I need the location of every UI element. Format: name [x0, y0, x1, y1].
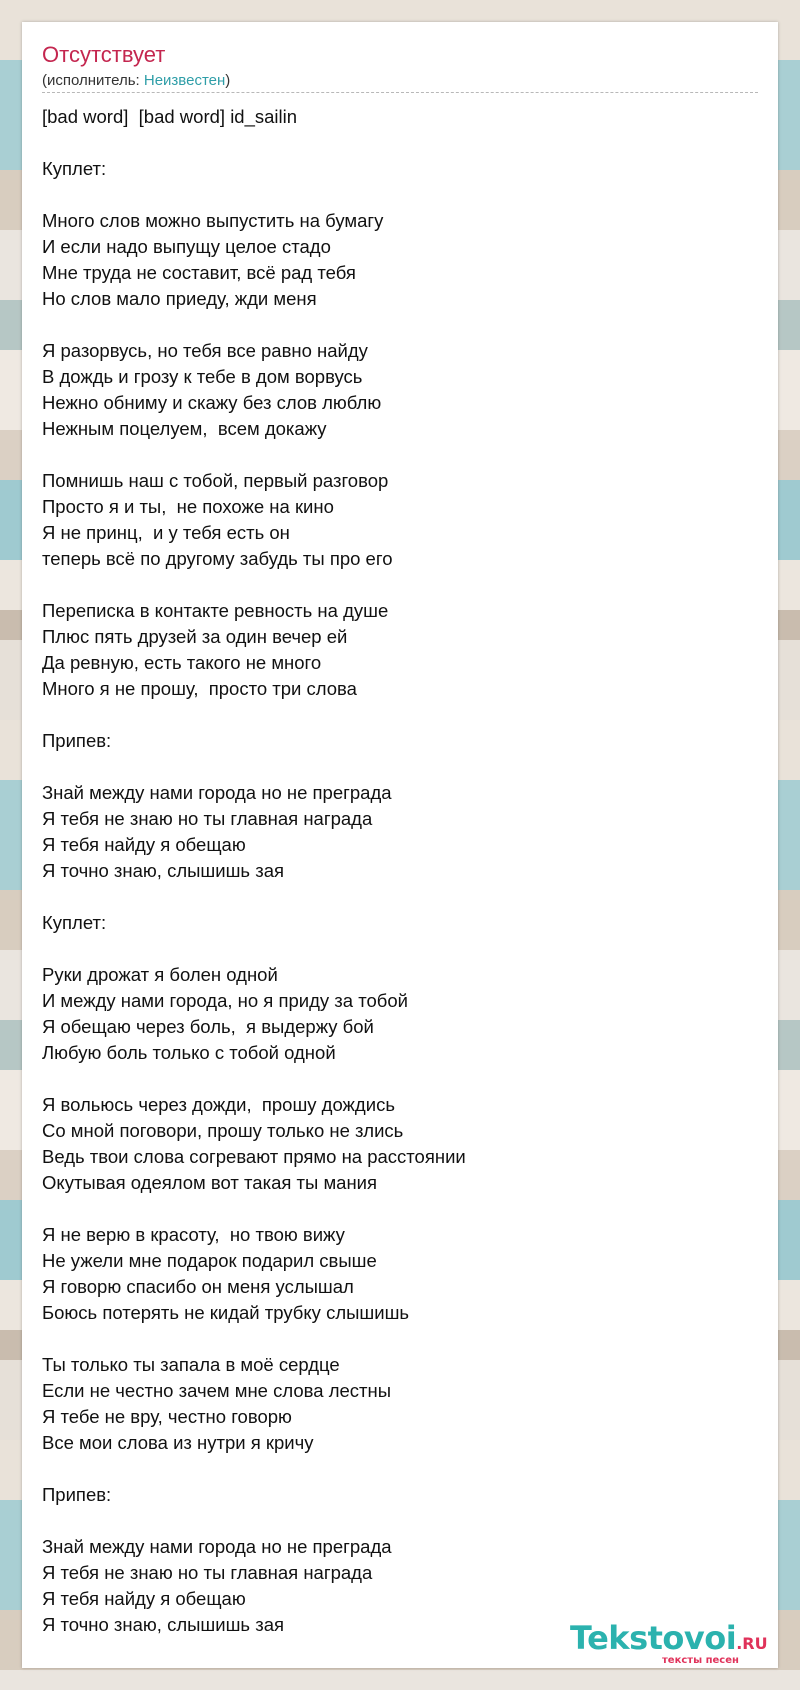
lyrics-card	[22, 22, 778, 1668]
artist-suffix: )	[225, 72, 231, 89]
artist-prefix: (исполнитель:	[42, 72, 144, 89]
logo-name: Tekstovoi	[570, 1619, 737, 1657]
site-logo[interactable]	[570, 1619, 790, 1672]
logo-tagline: тексты песен	[662, 1655, 739, 1666]
logo-wordmark	[570, 1619, 768, 1657]
lyrics-text: [bad word] [bad word] id_sailin Куплет: Много слов можно выпустить на бумагу И если надо выпущу целое стадо Мне труда не составит, всё рад тебя Но слов мало приеду, жди меня Я разорвусь, но тебя все равно найду В дождь и грозу к тебе в дом ворвусь Нежно обниму и скажу без слов люблю Нежным поцелуем, всем докажу Помнишь наш с тобой, первый разговор Просто я и ты, не похоже на кино Я не принц, и у тебя есть он теперь всё по другому забудь ты про его Переписка в контакте ревность на душе Плюс пять друзей за один вечер ей Да ревную, есть такого не много Много я не прошу, просто три слова Припев: Знай между нами города но не преграда Я тебя не знаю но ты главная награда Я тебя найду я обещаю Я точно знаю, слышишь зая Куплет: Руки дрожат я болен одной И между нами города, но я приду за тобой Я обещаю через боль, я выдержу бой Любую боль только с тобой одной Я вольюсь через дожди, прошу дождись Со мной поговори, прошу только не злись Ведь твои слова согревают прямо на расстоянии Окутывая одеялом вот такая ты мания Я не верю в красоту, но твою вижу Не ужели мне подарок подарил свыше Я говорю спасибо он меня услышал Боюсь потерять не кидай трубку слышишь Ты только ты запала в моё сердце Если не честно зачем мне слова лестны Я тебе не вру, честно говорю Все мои слова из нутри я кричу Припев: Знай между нами города но не преграда Я тебя не знаю но ты главная награда Я тебя найду я обещаю Я точно знаю, слышишь зая	[42, 106, 466, 1635]
artist-line	[42, 72, 230, 90]
song-title: Отсутствует	[42, 42, 166, 67]
artist-link[interactable]: Неизвестен	[143, 72, 226, 89]
title-divider	[42, 92, 758, 93]
logo-tld: .RU	[736, 1634, 768, 1653]
